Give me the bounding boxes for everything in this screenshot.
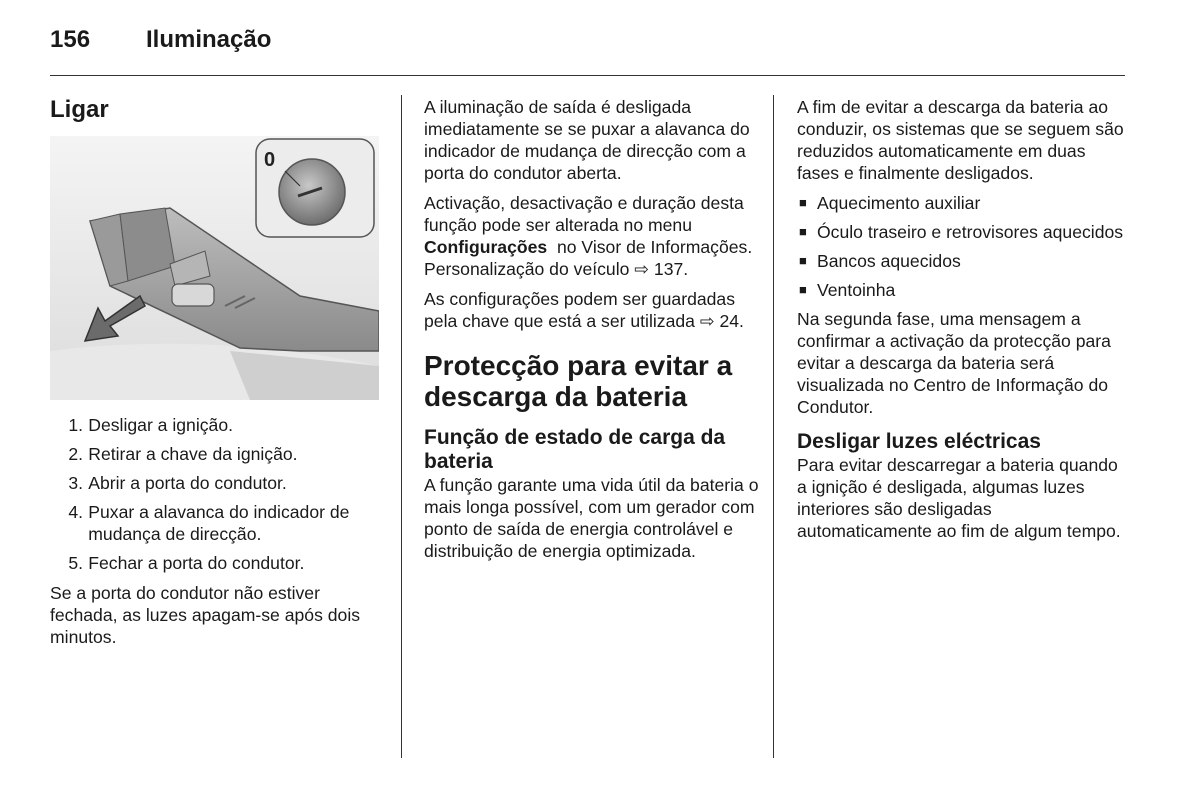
section-title: Iluminação [146, 26, 272, 53]
column-divider-1 [401, 95, 402, 758]
list-item: ■ Óculo traseiro e retrovisores aquecidos [799, 222, 1124, 242]
column-3 [797, 96, 1127, 550]
list-item: ■ Bancos aquecidos [799, 251, 961, 271]
header-divider [50, 75, 1125, 76]
list-item: ■ Ventoinha [799, 280, 896, 300]
paragraph: Activação, desactivação e duração desta função pode ser alterada no menu Configurações no Visor de Informações. Personalização do veículo ⇨ 137. [424, 193, 758, 279]
turn-signal-lever-icon [50, 136, 379, 400]
paragraph: A função garante uma vida útil da bateria o mais longa possível, com um gerador com ponto de saída de energia controlável e distribuição de energia optimizada. [424, 475, 759, 561]
subsection-heading: Função de estado de carga da bateria [424, 426, 726, 473]
list-item: ■ Aquecimento auxiliar [799, 193, 981, 213]
list-item: 1. Desligar a ignição. [68, 415, 234, 435]
section-heading: Protecção para evitar a descarga da bateria [424, 350, 733, 412]
column-1 [50, 96, 385, 656]
heading-ligar: Ligar [50, 96, 109, 123]
note-paragraph: Se a porta do condutor não estiver fechada, as luzes apagam-se após dois minutos. [50, 583, 361, 647]
list-item: 3. Abrir a porta do condutor. [68, 473, 287, 493]
list-item: 4. Puxar a alavanca do indicador de mudança de direcção. [68, 502, 350, 544]
paragraph: A fim de evitar a descarga da bateria ao conduzir, os sistemas que se seguem são reduzidos automaticamente em duas fases e finalmente desligados. [797, 97, 1124, 183]
list-item: 5. Fechar a porta do condutor. [68, 553, 305, 573]
bullet-icon: ■ [799, 282, 807, 297]
bullet-icon: ■ [799, 253, 807, 268]
column-2 [424, 96, 759, 570]
list-item: 2. Retirar a chave da ignição. [68, 444, 298, 464]
paragraph: Para evitar descarregar a bateria quando a ignição é desligada, algumas luzes interiores são desligadas automaticamente ao fim de algum tempo. [797, 455, 1121, 541]
column-divider-2 [773, 95, 774, 758]
paragraph: As configurações podem ser guardadas pela chave que está a ser utilizada ⇨ 24. [424, 289, 744, 331]
page-header [50, 26, 271, 54]
menu-name: Configurações [424, 237, 548, 257]
paragraph: Na segunda fase, uma mensagem a confirmar a activação da protecção para evitar a descarga da bateria será visualizada no Centro de Informação do Condutor. [797, 309, 1111, 417]
bullet-icon: ■ [799, 195, 807, 210]
paragraph: A iluminação de saída é desligada imediatamente se se puxar a alavanca do indicador de mudança de direcção com a porta do condutor aberta. [424, 97, 750, 183]
bullet-icon: ■ [799, 224, 807, 239]
systems-list [797, 192, 1127, 301]
page-number: 156 [50, 26, 91, 53]
steps-list [50, 414, 385, 574]
lever-illustration [50, 136, 379, 400]
position-zero-label: 0 [264, 149, 276, 171]
subsection-heading: Desligar luzes eléctricas [797, 430, 1041, 453]
